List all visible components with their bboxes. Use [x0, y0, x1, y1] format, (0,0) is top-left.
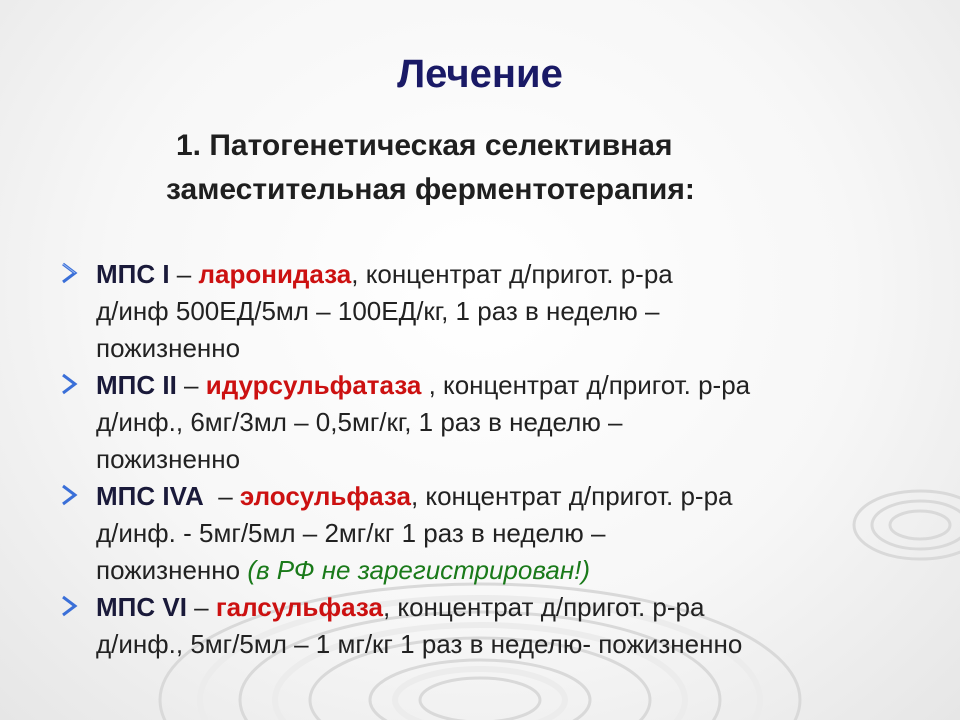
drug-name: галсульфаза [215, 592, 383, 622]
item-text: , концентрат д/пригот. р-ра [382, 592, 705, 622]
list-item [60, 478, 920, 589]
list-item [60, 589, 920, 663]
chevron-right-arrow-icon [60, 371, 80, 397]
registration-note: (в РФ не зарегистрирован!) [247, 555, 591, 585]
dash: – [176, 370, 206, 400]
item-line-3: пожизненно [96, 555, 248, 585]
subtitle-line-1: 1. Патогенетическая селективная [176, 129, 673, 162]
treatment-list [60, 256, 920, 663]
subtitle-line-2: заместительная ферментотерапия: [166, 173, 695, 206]
dash: – [186, 592, 216, 622]
slide-title: Лечение [397, 52, 563, 96]
item-line-2: д/инф. - 5мг/5мл – 2мг/кг 1 раз в неделю – [96, 518, 606, 548]
drug-name: ларонидаза [198, 259, 352, 289]
item-line-3: пожизненно [96, 333, 241, 363]
item-text: , концентрат д/пригот. р-ра [410, 481, 733, 511]
chevron-right-arrow-icon [60, 260, 80, 286]
mps-type: МПС I [96, 259, 170, 289]
dash: – [203, 481, 240, 511]
chevron-right-arrow-icon [60, 482, 80, 508]
item-text: , концентрат д/пригот. р-ра [421, 370, 751, 400]
drug-name: идурсульфатаза [205, 370, 422, 400]
list-item [60, 256, 920, 367]
item-line-2: д/инф., 5мг/5мл – 1 мг/кг 1 раз в неделю- пожизненно [96, 629, 743, 659]
item-line-2: д/инф 500ЕД/5мл – 100ЕД/кг, 1 раз в неделю – [96, 296, 660, 326]
mps-type: МПС VI [96, 592, 187, 622]
drug-name: элосульфаза [239, 481, 411, 511]
chevron-right-arrow-icon [60, 593, 80, 619]
mps-type: МПС IVA [96, 481, 204, 511]
item-line-2: д/инф., 6мг/3мл – 0,5мг/кг, 1 раз в неделю – [96, 407, 623, 437]
mps-type: МПС II [96, 370, 177, 400]
list-item [60, 367, 920, 478]
slide-subtitle [166, 124, 876, 212]
item-text: , концентрат д/пригот. р-ра [351, 259, 673, 289]
item-line-3: пожизненно [96, 444, 241, 474]
dash: – [169, 259, 199, 289]
